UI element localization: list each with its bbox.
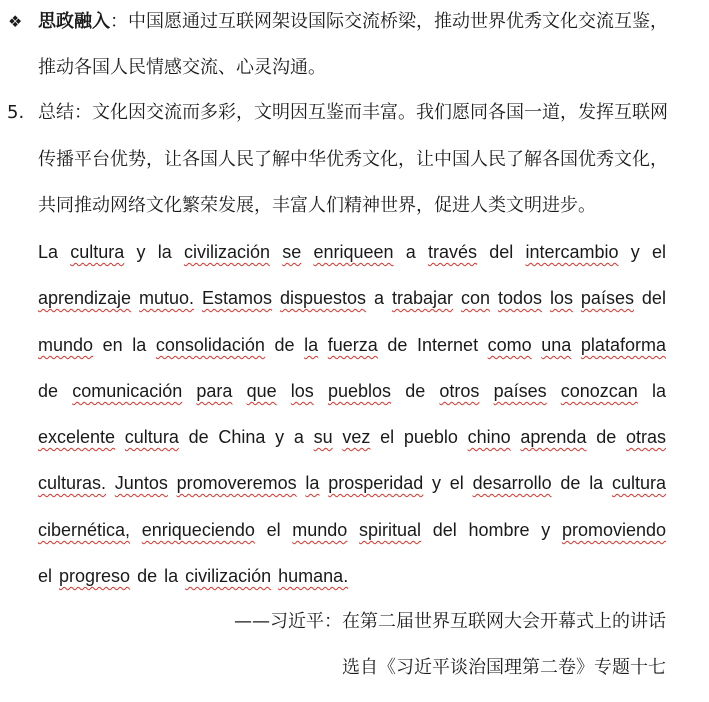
spanish-word: de xyxy=(274,335,295,355)
spanish-word: La xyxy=(38,242,59,262)
spanish-word: civilización xyxy=(185,566,272,586)
source-line: 选自《习近平谈治国理第二卷》专题十七 xyxy=(342,657,666,678)
spanish-word: aprendizaje xyxy=(38,288,132,308)
spanish-word: y xyxy=(432,473,442,493)
spanish-word: civilización xyxy=(183,242,270,262)
spanish-word: humana. xyxy=(278,566,349,586)
spanish-word: progreso xyxy=(59,566,131,586)
spanish-word: excelente xyxy=(38,427,116,447)
spanish-word: Internet xyxy=(417,335,479,355)
spanish-word: una xyxy=(541,335,572,355)
spanish-word: enriqueen xyxy=(313,242,394,262)
spanish-word: cultura xyxy=(124,427,179,447)
spanish-word: de xyxy=(137,566,158,586)
spanish-line xyxy=(38,564,666,588)
spanish-word: la xyxy=(589,473,604,493)
spanish-word: el xyxy=(651,242,666,262)
spanish-word: a xyxy=(405,242,416,262)
spanish-word: la xyxy=(305,473,320,493)
spanish-word: el xyxy=(449,473,464,493)
summary-line-3: 共同推动网络文化繁荣发展，丰富人们精神世界，促进人类文明进步。 xyxy=(38,195,596,216)
spanish-word: través xyxy=(427,242,477,262)
spanish-line xyxy=(38,379,666,403)
spanish-word: cultura xyxy=(611,473,666,493)
spanish-word: cibernética, xyxy=(38,520,131,540)
spanish-word: la xyxy=(164,566,179,586)
spanish-word: fuerza xyxy=(327,335,378,355)
spanish-word: mundo xyxy=(292,520,348,540)
spanish-word: vez xyxy=(342,427,371,447)
spanish-word: otros xyxy=(439,381,480,401)
spanish-line xyxy=(38,425,666,449)
spanish-word: su xyxy=(313,427,333,447)
diamond-bullet-icon: ❖ xyxy=(8,12,23,31)
spanish-word: prosperidad xyxy=(328,473,424,493)
spanish-word: con xyxy=(460,288,490,308)
spanish-word: desarrollo xyxy=(472,473,552,493)
spanish-word: de xyxy=(387,335,408,355)
spanish-word: y xyxy=(136,242,146,262)
spanish-word: promoviendo xyxy=(561,520,666,540)
spanish-word: y xyxy=(275,427,285,447)
spanish-word: promoveremos xyxy=(176,473,297,493)
spanish-word: del xyxy=(489,242,514,262)
spanish-word: mutuo. xyxy=(139,288,195,308)
spanish-word: el xyxy=(380,427,395,447)
spanish-line xyxy=(38,518,666,542)
spanish-line xyxy=(38,333,666,357)
spanish-word: la xyxy=(157,242,172,262)
spanish-word: comunicación xyxy=(72,381,183,401)
spanish-word: a xyxy=(293,427,304,447)
summary-line-2: 传播平台优势，让各国人民了解中华优秀文化，让中国人民了解各国优秀文化， xyxy=(38,149,668,170)
spanish-word: enriqueciendo xyxy=(141,520,255,540)
spanish-word: China xyxy=(218,427,266,447)
spanish-word: países xyxy=(580,288,634,308)
bullet-text-1: ：中国愿通过互联网架设国际交流桥梁，推动世界优秀文化交流互鉴， xyxy=(110,11,668,32)
spanish-word: Juntos xyxy=(114,473,168,493)
spanish-word: y xyxy=(541,520,551,540)
spanish-word: culturas. xyxy=(38,473,107,493)
spanish-word: trabajar xyxy=(391,288,454,308)
spanish-word: de xyxy=(38,381,59,401)
spanish-word: la xyxy=(304,335,319,355)
spanish-word: de xyxy=(560,473,581,493)
spanish-word: plataforma xyxy=(580,335,666,355)
spanish-word: dispuestos xyxy=(280,288,367,308)
spanish-word: los xyxy=(549,288,573,308)
spanish-word: la xyxy=(651,381,666,401)
spanish-word: del xyxy=(432,520,457,540)
spanish-word: mundo xyxy=(38,335,94,355)
spanish-word: spiritual xyxy=(359,520,422,540)
spanish-word: el xyxy=(38,566,53,586)
spanish-word: intercambio xyxy=(525,242,619,262)
spanish-word: como xyxy=(487,335,532,355)
attribution-line: ——习近平：在第二届世界互联网大会开幕式上的讲话 xyxy=(234,611,666,632)
spanish-word: pueblos xyxy=(327,381,392,401)
spanish-line xyxy=(38,240,666,264)
spanish-word: todos xyxy=(497,288,542,308)
spanish-word: otras xyxy=(625,427,666,447)
spanish-line xyxy=(38,471,666,495)
spanish-word: consolidación xyxy=(155,335,265,355)
spanish-word: países xyxy=(493,381,547,401)
bullet-title: 思政融入 xyxy=(38,11,110,32)
spanish-word: de xyxy=(188,427,209,447)
spanish-word: la xyxy=(132,335,147,355)
spanish-word: de xyxy=(596,427,617,447)
spanish-word: y xyxy=(630,242,640,262)
spanish-word: del xyxy=(641,288,666,308)
spanish-word: los xyxy=(290,381,314,401)
bullet-paragraph-line-1 xyxy=(38,10,668,34)
spanish-word: para xyxy=(196,381,233,401)
spanish-word: que xyxy=(246,381,277,401)
spanish-word: aprenda xyxy=(520,427,587,447)
spanish-word: hombre xyxy=(468,520,530,540)
item-number: 5. xyxy=(7,102,25,123)
spanish-word: se xyxy=(282,242,302,262)
spanish-word: pueblo xyxy=(403,427,458,447)
spanish-word: chino xyxy=(467,427,511,447)
spanish-line xyxy=(38,286,666,310)
bullet-paragraph-line-2: 推动各国人民情感交流、心灵沟通。 xyxy=(38,57,326,78)
spanish-word: de xyxy=(405,381,426,401)
spanish-word: a xyxy=(374,288,385,308)
spanish-word: conozcan xyxy=(560,381,638,401)
spanish-word: el xyxy=(266,520,281,540)
spanish-word: en xyxy=(102,335,123,355)
summary-line-1: 总结：文化因交流而多彩，文明因互鉴而丰富。我们愿同各国一道，发挥互联网 xyxy=(38,102,668,123)
spanish-word: Estamos xyxy=(202,288,273,308)
spanish-word: cultura xyxy=(70,242,125,262)
